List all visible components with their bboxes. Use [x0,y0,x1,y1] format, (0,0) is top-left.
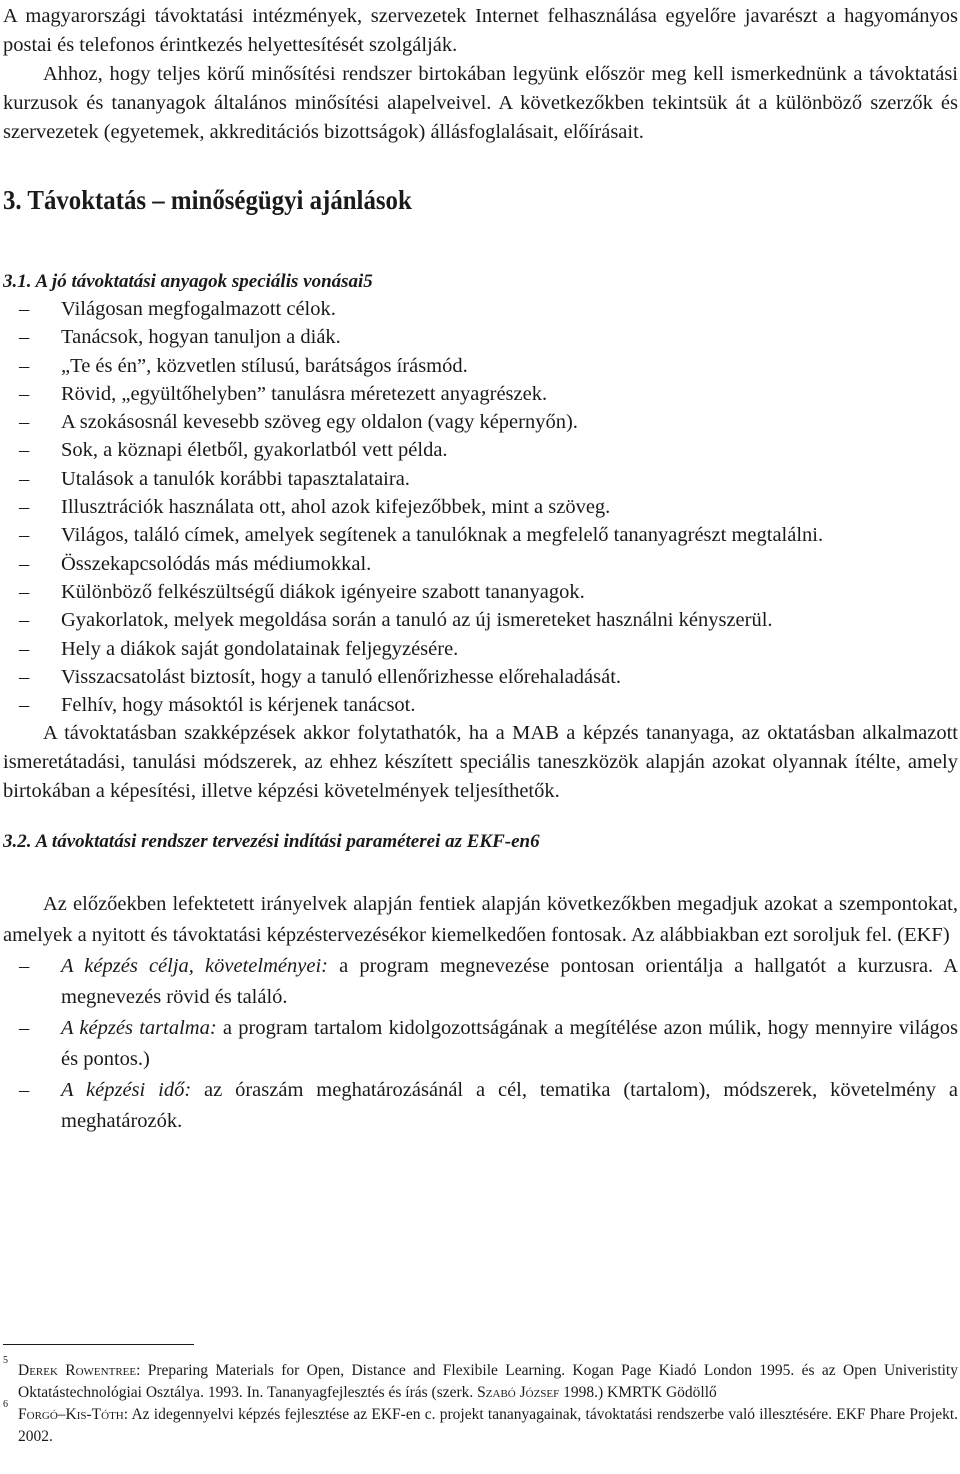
list-item: – Világos, találó címek, amelyek segítenek a tanulóknak a megfelelő tananyagrészt megtalálni. [3,521,958,549]
dash-bullet: – [19,326,30,349]
dash-bullet: – [19,1079,30,1102]
list-item: – A képzési idő: az óraszám meghatározásánál a cél, tematika (tartalom), módszerek, követelmény a meghatározók. [3,1075,958,1137]
closing-paragraph: A távoktatásban szakképzések akkor folytathatók, ha a MAB a képzés tananyaga, az oktatásban alkalmazott ismeretátadási, tanulási módszerek, az ehhez készített speciális taneszközök alapján azokat olyannak ítélte, amely birtokában a képesítési, illetve képzési követelmények teljesíthetők. [3,722,958,803]
dash-bullet: – [19,637,30,660]
list-item: – „Te és én”, közvetlen stílusú, barátságos írásmód. [3,352,958,380]
list-item: – Hely a diákok saját gondolatainak feljegyzésére. [3,635,958,663]
list-item: – Összekapcsolódás más médiumokkal. [3,550,958,578]
dash-bullet: – [19,552,30,575]
list-item: – Világosan megfogalmazott célok. [3,295,958,323]
parameters-list [3,951,958,1137]
section-3-2-heading: 3.2. A távoktatási rendszer tervezési indítási paraméterei az EKF-en6 [3,831,540,853]
intro-paragraph-2: Ahhoz, hogy teljes körű minősítési rendszer birtokában legyünk először meg kell ismerkednünk a távoktatási kurzusok és tananyagok általános minősítési alapelveivel. A következőkben tekintsük át a különböző szerzők és szervezetek (egyetemek, akkreditációs bizottságok) állásfoglalásait, előírásait. [3,63,958,143]
dash-bullet: – [19,298,30,320]
dash-bullet: – [19,955,30,978]
dash-bullet: – [19,694,30,717]
features-list [3,295,958,719]
footnote-editor: Szabó József [477,1384,560,1401]
list-item: – Tanácsok, hogyan tanuljon a diák. [3,323,958,351]
list-item: – Rövid, „együltőhelyben” tanulásra méretezett anyagrészek. [3,380,958,408]
intro-paragraph-1: A magyarországi távoktatási intézmények, szervezetek Internet felhasználása egyelőre javarészt a hagyományos postai és telefonos érintkezés helyettesítését szolgálják. [3,5,958,56]
dash-bullet: – [19,609,30,632]
dash-bullet: – [19,665,30,688]
document-page [3,0,958,1474]
dash-bullet: – [19,411,30,434]
section-3-2-paragraph: Az előzőekben lefektetett irányelvek alapján fentiek alapján következőkben megadjuk azokat a szempontokat, amelyek a nyitott és távoktatási képzéstervezésékor kiemelkedően fontosak. Az alábbiakban ezt soroljuk fel. (EKF) [3,893,958,947]
dash-bullet: – [19,524,30,547]
dash-bullet: – [19,439,30,462]
dash-bullet: – [19,354,30,377]
dash-bullet: – [19,382,30,405]
list-item: – A szokásosnál kevesebb szöveg egy oldalon (vagy képernyőn). [3,408,958,436]
item-term: A képzés tartalma: [61,1017,217,1040]
footnote-divider [3,1344,194,1345]
list-item: – A képzés célja, követelményei: a program megnevezése pontosan orientálja a hallgatót a kurzusra. A megnevezés rövid és találó. [3,951,958,1013]
dash-bullet: – [19,580,30,603]
section-3-heading: 3. Távoktatás – minőségügyi ajánlások [3,185,412,215]
list-item: – Felhív, hogy másoktól is kérjenek tanácsot. [3,691,958,719]
footnote-mark: 5 [3,1355,8,1366]
list-item: – Utalások a tanulók korábbi tapasztalataira. [3,465,958,493]
footnote-6: 6 Forgó–Kis-Tóth: Az idegennyelvi képzés fejlesztése az EKF-en c. projekt tananyagainak, távoktatási rendszerbe való illesztésére. EKF Phare Projekt. 2002. [3,1399,958,1445]
dash-bullet: – [19,496,30,519]
dash-bullet: – [19,467,30,490]
footnotes [3,1355,958,1448]
list-item: – Sok, a köznapi életből, gyakorlatból vett példa. [3,436,958,464]
footnote-author: Derek Rowentree [18,1362,137,1379]
list-item: – Gyakorlatok, melyek megoldása során a tanuló az új ismereteket használni kényszerül. [3,606,958,634]
item-term: A képzés célja, követelményei: [61,955,328,978]
list-item: – A képzés tartalma: a program tartalom kidolgozottságának a megítélése azon múlik, hogy mennyire világos és pontos.) [3,1013,958,1075]
footnote-author: Forgó–Kis-Tóth [18,1406,124,1423]
section-3-1-heading: 3.1. A jó távoktatási anyagok speciális vonásai5 [3,271,373,292]
dash-bullet: – [19,1017,30,1040]
list-item: – Visszacsatolást biztosít, hogy a tanuló ellenőrizhesse előrehaladását. [3,663,958,691]
footnote-mark: 6 [3,1399,8,1410]
footnote-5: 5 Derek Rowentree: Preparing Materials for Open, Distance and Flexibile Learning. Kogan Page Kiadó London 1995. és az Open Univeristity Oktatástechnológiai Osztálya. 1993. In. Tananyagfejlesztés és írás (szerk. Szabó József 1998.) KMRTK Gödöllő [3,1355,958,1401]
item-term: A képzési idő: [61,1079,192,1102]
list-item: – Illusztrációk használata ott, ahol azok kifejezőbbek, mint a szöveg. [3,493,958,521]
list-item: – Különböző felkészültségű diákok igényeire szabott tananyagok. [3,578,958,606]
